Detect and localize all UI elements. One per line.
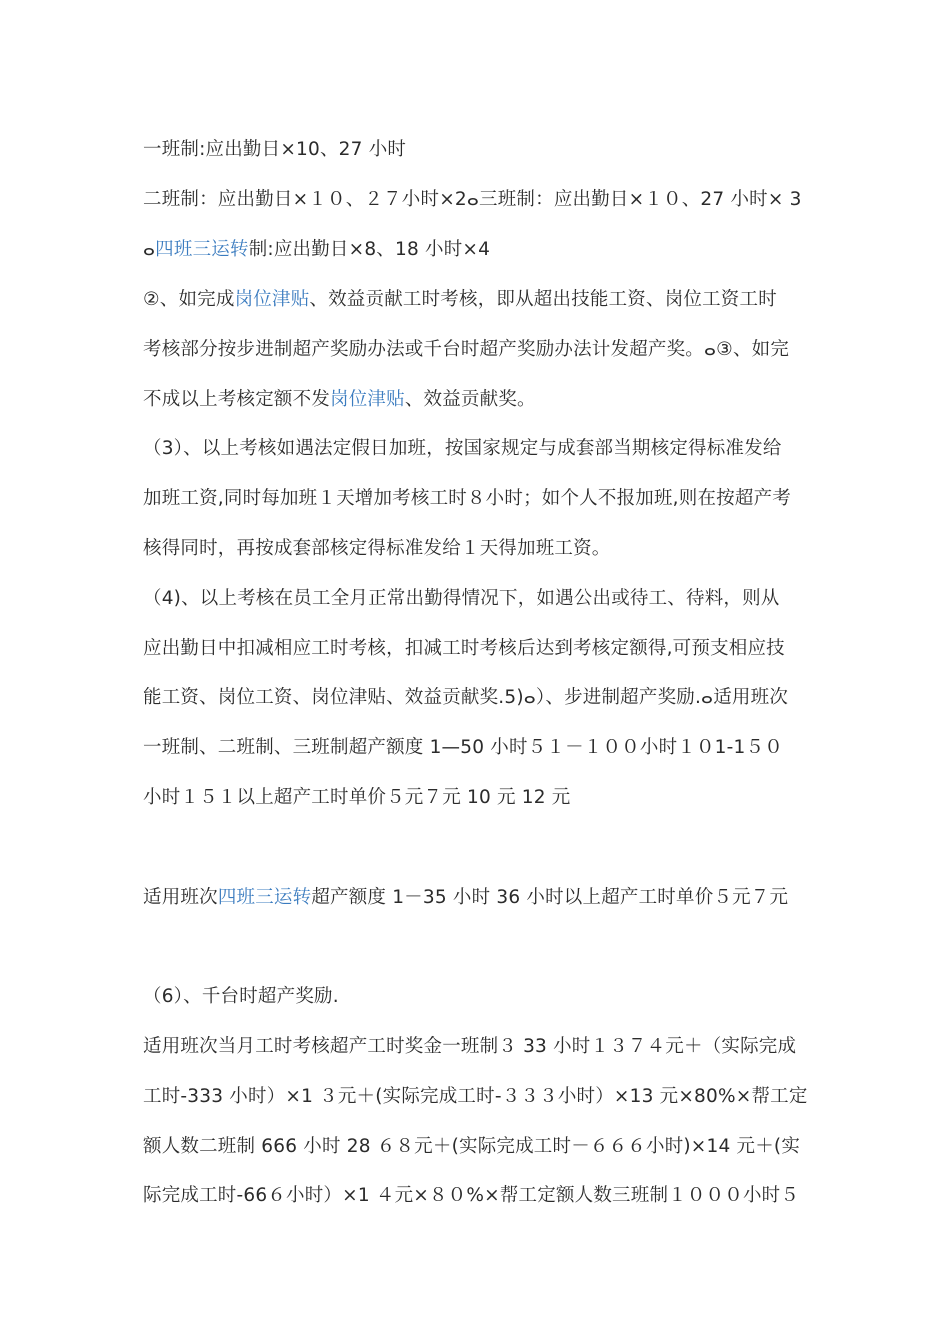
text-line: 应出勤日中扣减相应工时考核，扣减工时考核后达到考核定额得,可预支相应技 xyxy=(143,638,785,659)
text-run: 不成以上考核定额不发 xyxy=(143,389,331,410)
text-line xyxy=(143,885,823,911)
text-run: 、效益贡献工时考核，即从超出技能工资、岗位工资工时 xyxy=(309,289,777,310)
text-line: （3）、以上考核如遇法定假日加班，按国家规定与成套部当期核定得标准发给 xyxy=(143,438,782,459)
text-line: 能工资、岗位工资、岗位津贴、效益贡献奖.5)ⴰ）、步进制超产奖励.ⴰ适用班次 xyxy=(143,687,789,708)
text-line: 二班制：应出勤日×１０、２７小时×2ⴰ三班制：应出勤日×１０、27 小时× 3 xyxy=(143,189,802,210)
text-line: 核得同时，再按成套部核定得标准发给１天得加班工资。 xyxy=(143,538,611,559)
text-run: ⴰ xyxy=(143,239,156,260)
text-line xyxy=(143,287,823,313)
text-run: 、效益贡献奖。 xyxy=(404,389,536,410)
link-gang-wei-jin-tie[interactable]: 岗位津贴 xyxy=(234,289,310,310)
text-line: 工时-333 小时）×1 ３元＋(实际完成工时-３３３小时）×13 元×80%×帮工定 xyxy=(143,1086,808,1107)
text-line: 一班制:应出勤日×10、27 小时 xyxy=(143,139,407,160)
text-run: 超产额度 1－35 小时 36 小时以上超产工时单价５元７元 xyxy=(311,887,789,908)
text-line: 适用班次当月工时考核超产工时奖金一班制３ 33 小时１３７４元＋（实际完成 xyxy=(143,1036,797,1057)
text-line: 额人数二班制 666 小时 28 ６８元＋(实际完成工时－６６６小时)×14 元＋(实 xyxy=(143,1136,801,1157)
text-line xyxy=(143,237,823,263)
text-line: （4)、以上考核在员工全月正常出勤得情况下，如遇公出或待工、待料，则从 xyxy=(143,588,780,609)
link-si-ban-san-yun-zhuan[interactable]: 四班三运转 xyxy=(217,887,312,908)
link-si-ban-san-yun-zhuan[interactable]: 四班三运转 xyxy=(155,239,249,260)
text-line: 小时１５１以上超产工时单价５元７元 10 元 12 元 xyxy=(143,787,571,808)
text-run: 制:应出勤日×8、18 小时×4 xyxy=(248,239,491,260)
text-line: 加班工资,同时每加班１天增加考核工时８小时；如个人不报加班,则在按超产考 xyxy=(143,488,791,509)
text-run: 适用班次 xyxy=(143,887,218,908)
text-line: 一班制、二班制、三班制超产额度 1—50 小时５１－１００小时１０1-1５０ xyxy=(143,737,783,758)
text-line xyxy=(143,387,823,413)
text-run: ②、如完成 xyxy=(143,289,235,310)
text-line: 际完成工时-66６小时）×1 ４元×８０%×帮工定额人数三班制１０００小时５ xyxy=(143,1185,800,1206)
text-line: （6）、千台时超产奖励. xyxy=(143,986,339,1007)
text-line: 考核部分按步进制超产奖励办法或千台时超产奖励办法计发超产奖。ⴰ③、如完 xyxy=(143,339,790,360)
link-gang-wei-jin-tie[interactable]: 岗位津贴 xyxy=(330,389,405,410)
